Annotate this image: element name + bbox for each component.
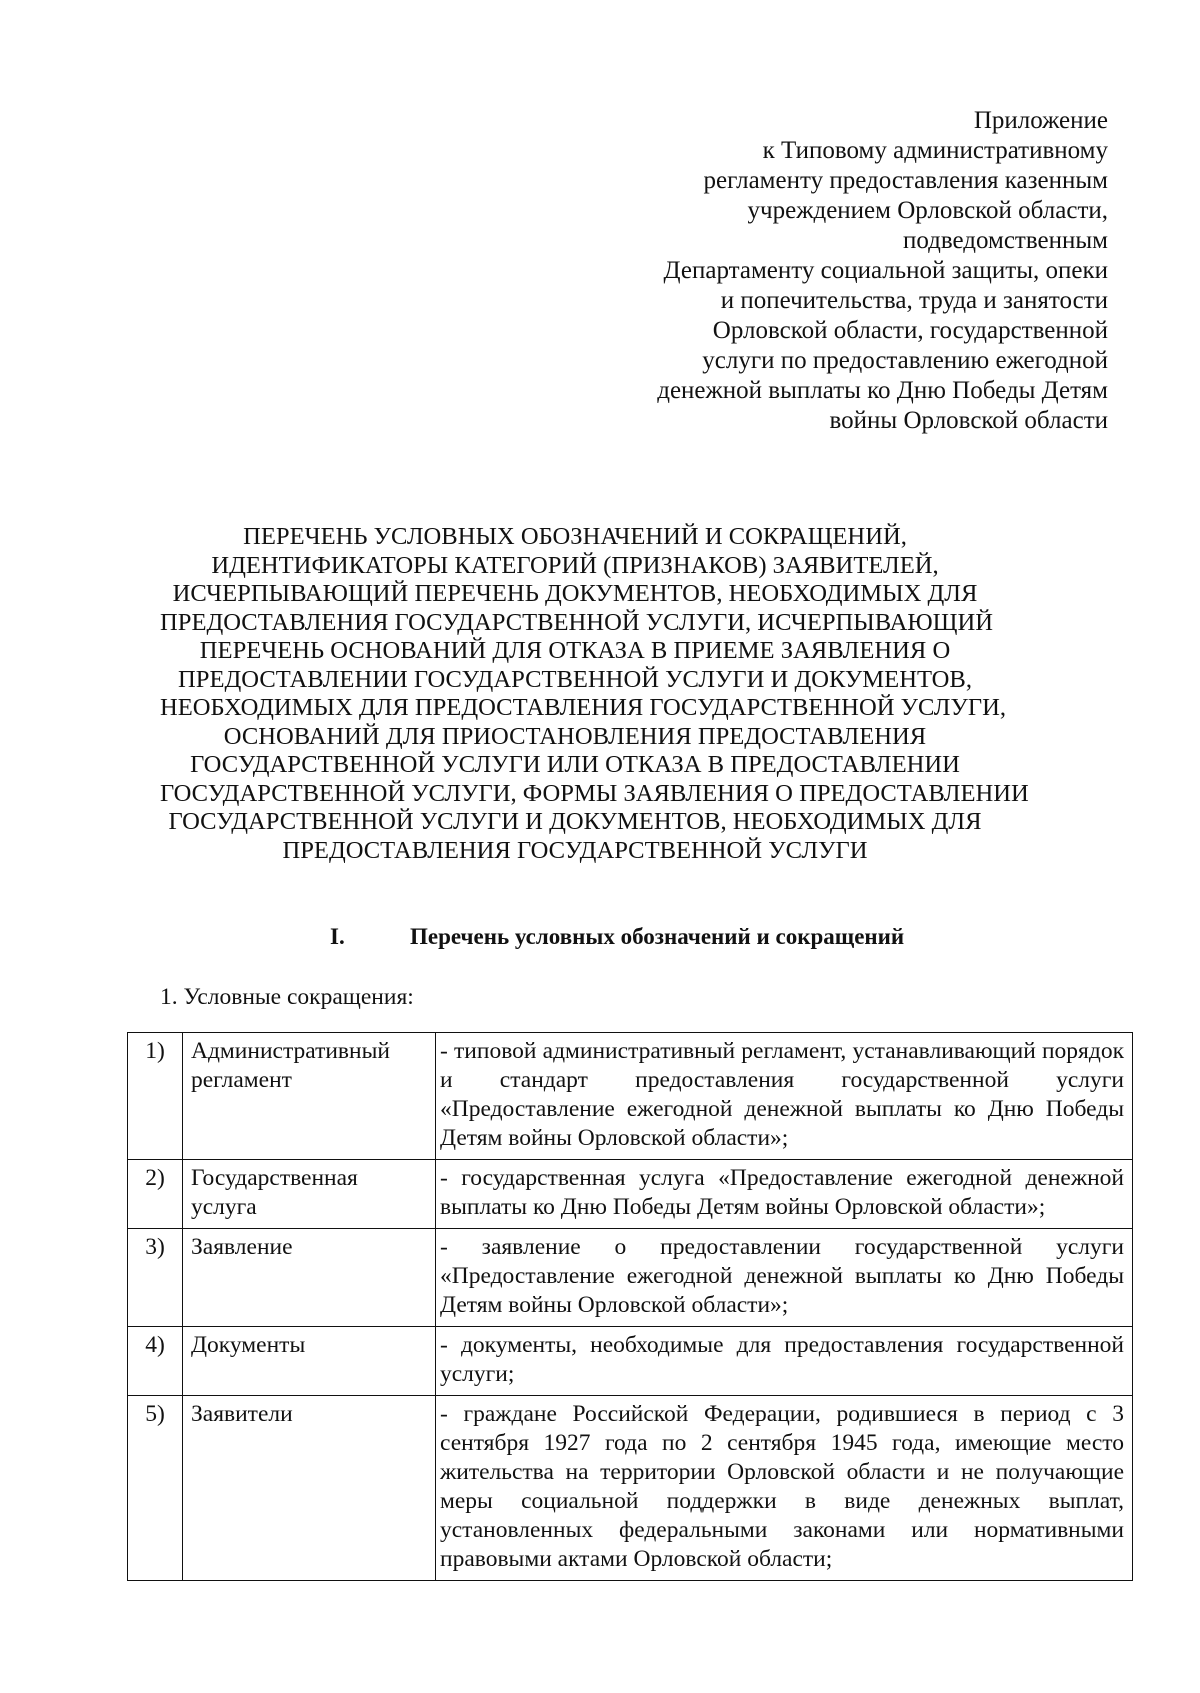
row-term: Административный регламент <box>183 1033 436 1160</box>
row-term: Заявление <box>183 1229 436 1327</box>
title-line: ГОСУДАРСТВЕННОЙ УСЛУГИ И ДОКУМЕНТОВ, НЕОБХОДИМЫХ ДЛЯ <box>168 808 982 835</box>
appendix-line: войны Орловской области <box>829 407 1108 434</box>
row-number: 3) <box>128 1229 183 1327</box>
section-number: I. <box>330 924 345 949</box>
table-row <box>128 1229 1133 1327</box>
row-number: 5) <box>128 1396 183 1581</box>
section-title: Перечень условных обозначений и сокращений <box>410 924 905 949</box>
table-row <box>128 1327 1133 1396</box>
document-title <box>160 523 1029 865</box>
appendix-line: подведомственным <box>902 227 1108 254</box>
appendix-line: учреждением Орловской области, <box>747 197 1108 224</box>
title-line: ГОСУДАРСТВЕННОЙ УСЛУГИ ИЛИ ОТКАЗА В ПРЕДОСТАВЛЕНИИ <box>190 751 960 778</box>
abbreviations-table <box>127 1032 1133 1581</box>
row-number: 4) <box>128 1327 183 1396</box>
row-term: Государственная услуга <box>183 1160 436 1229</box>
appendix-line: услуги по предоставлению ежегодной <box>702 347 1108 374</box>
appendix-line: и попечительства, труда и занятости <box>720 287 1108 314</box>
row-term: Заявители <box>183 1396 436 1581</box>
title-line: ГОСУДАРСТВЕННОЙ УСЛУГИ, ФОРМЫ ЗАЯВЛЕНИЯ О ПРЕДОСТАВЛЕНИИ <box>160 779 1029 807</box>
title-line: ПРЕДОСТАВЛЕНИЯ ГОСУДАРСТВЕННОЙ УСЛУГИ, ИСЧЕРПЫВАЮЩИЙ <box>160 608 993 636</box>
table-row <box>128 1396 1133 1581</box>
title-line: НЕОБХОДИМЫХ ДЛЯ ПРЕДОСТАВЛЕНИЯ ГОСУДАРСТВЕННОЙ УСЛУГИ, <box>160 694 1007 721</box>
appendix-line: Департаменту социальной защиты, опеки <box>663 257 1108 284</box>
row-definition: - документы, необходимые для предоставления государственной услуги; <box>436 1327 1133 1396</box>
title-line: ПРЕДОСТАВЛЕНИЯ ГОСУДАРСТВЕННОЙ УСЛУГИ <box>282 836 868 864</box>
intro-text: 1. Условные сокращения: <box>160 984 414 1010</box>
title-line: ИДЕНТИФИКАТОРЫ КАТЕГОРИЙ (ПРИЗНАКОВ) ЗАЯВИТЕЛЕЙ, <box>211 551 939 579</box>
row-number: 2) <box>128 1160 183 1229</box>
title-line: ОСНОВАНИЙ ДЛЯ ПРИОСТАНОВЛЕНИЯ ПРЕДОСТАВЛЕНИЯ <box>223 722 927 750</box>
title-line: ПРЕДОСТАВЛЕНИИ ГОСУДАРСТВЕННОЙ УСЛУГИ И ДОКУМЕНТОВ, <box>178 665 972 693</box>
appendix-line: к Типовому административному <box>762 137 1108 164</box>
appendix-line: денежной выплаты ко Дню Победы Детям <box>657 377 1108 404</box>
title-line: ИСЧЕРПЫВАЮЩИЙ ПЕРЕЧЕНЬ ДОКУМЕНТОВ, НЕОБХОДИМЫХ ДЛЯ <box>172 580 978 607</box>
appendix-line: регламенту предоставления казенным <box>703 167 1108 194</box>
title-line: ПЕРЕЧЕНЬ УСЛОВНЫХ ОБОЗНАЧЕНИЙ И СОКРАЩЕНИЙ, <box>243 523 907 550</box>
row-number: 1) <box>128 1033 183 1160</box>
appendix-line: Приложение <box>973 107 1108 134</box>
table-row <box>128 1160 1133 1229</box>
row-definition: - государственная услуга «Предоставление ежегодной денежной выплаты ко Дню Победы Детям войны Орловской области»; <box>436 1160 1133 1229</box>
row-definition: - заявление о предоставлении государственной услуги «Предоставление ежегодной денежной выплаты ко Дню Победы Детям войны Орловской области»; <box>436 1229 1133 1327</box>
appendix-line: Орловской области, государственной <box>712 317 1108 344</box>
row-definition: - типовой административный регламент, устанавливающий порядок и стандарт предоставления государственной услуги «Предоставление ежегодной денежной выплаты ко Дню Победы Детям войны Орловской области»; <box>436 1033 1133 1160</box>
row-term: Документы <box>183 1327 436 1396</box>
title-line: ПЕРЕЧЕНЬ ОСНОВАНИЙ ДЛЯ ОТКАЗА В ПРИЕМЕ ЗАЯВЛЕНИЯ О <box>199 637 951 664</box>
table-row <box>128 1033 1133 1160</box>
row-definition: - граждане Российской Федерации, родившиеся в период с 3 сентября 1927 года по 2 сентября 1945 года, имеющие место жительства на территории Орловской области и не получающие меры социальной поддержки в виде денежных выплат, установленных федеральными законами или нормативными правовыми актами Орловской области; <box>436 1396 1133 1581</box>
appendix-header <box>548 106 1108 436</box>
